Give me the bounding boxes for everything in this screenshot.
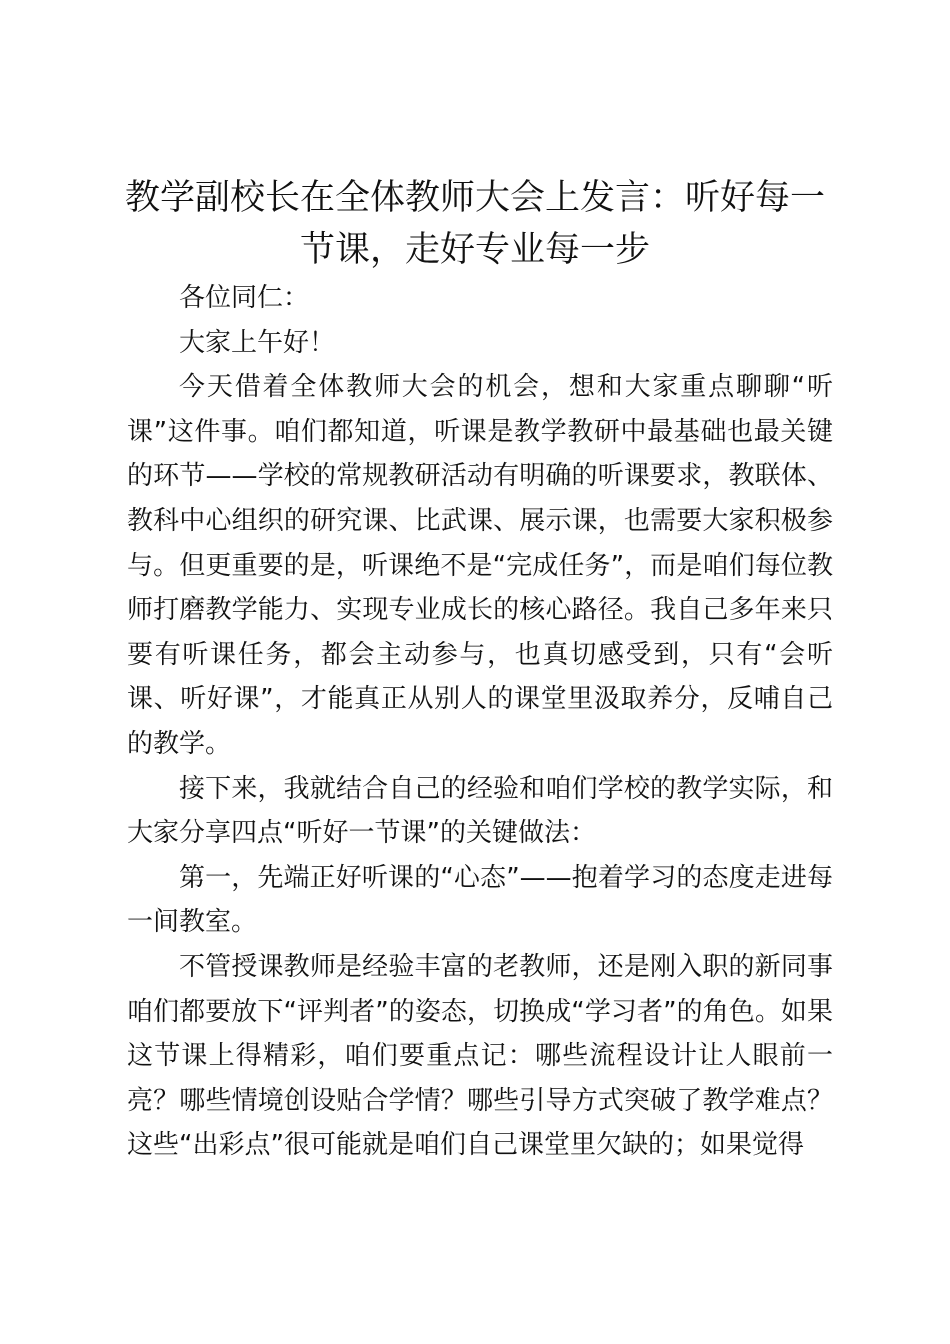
paragraph-intro: 今天借着全体教师大会的机会，想和大家重点聊聊“听课”这件事。咱们都知道，听课是教学教研中最基础也最关键的环节——学校的常规教研活动有明确的听课要求，教联体、教科中心组织的研究课、比武课、展示课，也需要大家积极参与。但更重要的是，听课绝不是“完成任务”，而是咱们每位教师打磨教学能力、实现专业成长的核心路径。我自己多年来只要有听课任务，都会主动参与，也真切感受到，只有“会听课、听好课”，才能真正从别人的课堂里汲取养分，反哺自己的教学。 xyxy=(127,372,833,759)
document-title: 教学副校长在全体教师大会上发言：听好每一节课，走好专业每一步 xyxy=(124,178,825,270)
paragraph-salutation: 各位同仁： xyxy=(179,283,310,313)
paragraph-greeting: 大家上午好！ xyxy=(179,327,336,358)
paragraph-point-one-detail: 不管授课教师是经验丰富的老教师，还是刚入职的新同事咱们都要放下“评判者”的姿态，切换成“学习者”的角色。如果这节课上得精彩，咱们要重点记：哪些流程设计让人眼前一亮？哪些情境创设贴合学情？哪些引导方式突破了教学难点？这些“出彩点”很可能就是咱们自己课堂里欠缺的；如果觉得 xyxy=(127,951,833,1161)
paragraph-transition: 接下来，我就结合自己的经验和咱们学校的教学实际，和大家分享四点“听好一节课”的关键做法： xyxy=(127,773,833,849)
document-body xyxy=(127,276,833,1168)
paragraph-point-one: 第一，先端正好听课的“心态”——抱着学习的态度走进每一间教室。 xyxy=(127,862,833,938)
